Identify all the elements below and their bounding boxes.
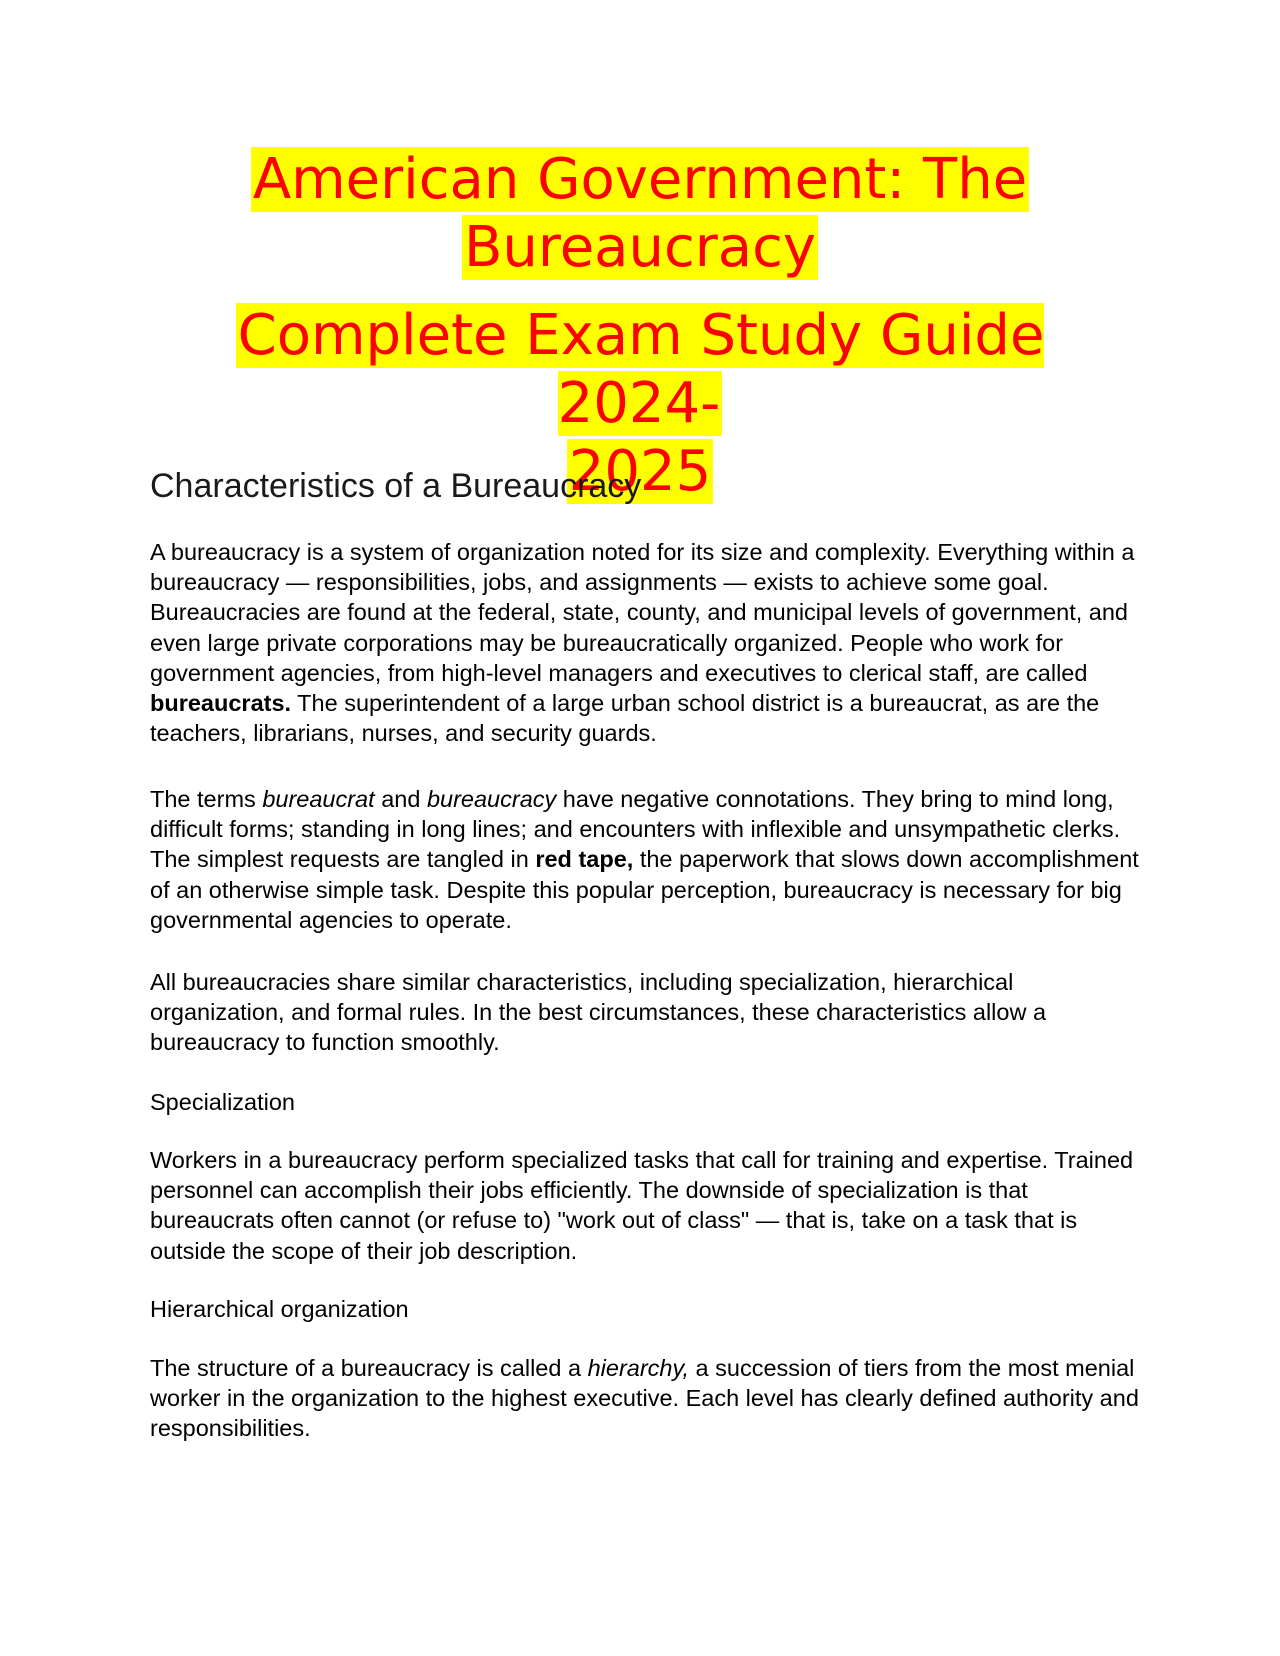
- section-heading: Characteristics of a Bureaucracy: [150, 467, 642, 505]
- paragraph-2-text-g: the paperwork that slows down accomplishment of an otherwise simple task. Despite this popular perception, bureaucracy is necessary for big governmental agencies to operate.: [150, 846, 1139, 933]
- subheading-specialization: Specialization: [150, 1089, 296, 1115]
- title-line-4: 2025: [568, 439, 712, 504]
- title-line-2: Bureaucracy: [463, 215, 817, 280]
- paragraph-2: [150, 784, 1140, 935]
- document-title: [150, 146, 1130, 282]
- paragraph-1-text-a: A bureaucracy is a system of organization noted for its size and complexity. Everything within a bureaucracy — responsibilities, jobs, and assignments — exists to achieve some goal. Bureaucracies are found at the federal, state, county, and municipal levels of government, and even large private corporations may be bureaucratically organized. People who work for government agencies, from high-level managers and executives to clerical staff, are called: [150, 539, 1135, 686]
- paragraph-2-text-a: The terms: [150, 786, 263, 812]
- paragraph-1: [150, 537, 1140, 748]
- paragraph-5-text-a: The structure of a bureaucracy is called a: [150, 1355, 588, 1381]
- paragraph-2-text-e: have negative connotations. They bring to mind long, difficult forms; standing in long lines; and encounters with inflexible and unsympathetic clerks. The simplest requests are tangled in: [150, 786, 1121, 873]
- term-red-tape: red tape,: [535, 846, 634, 873]
- term-bureaucrats: bureaucrats.: [150, 690, 292, 717]
- paragraph-3: All bureaucracies share similar characteristics, including specialization, hierarchical organization, and formal rules. In the best circumstances, these characteristics allow a bureaucracy to function smoothly.: [150, 969, 1047, 1056]
- paragraph-5: [150, 1353, 1140, 1444]
- paragraph-1-text-c: The superintendent of a large urban school district is a bureaucrat, as are the teachers, librarians, nurses, and security guards.: [150, 690, 1100, 747]
- paragraph-2-text-c: and: [374, 786, 427, 812]
- subheading-hierarchical-organization: Hierarchical organization: [150, 1296, 409, 1322]
- paragraph-5-text-c: a succession of tiers from the most menial worker in the organization to the highest executive. Each level has clearly defined authority and responsibilities.: [150, 1355, 1139, 1442]
- title-line-1: American Government: The: [252, 147, 1028, 212]
- title-line-3: Complete Exam Study Guide 2024-: [237, 303, 1045, 436]
- paragraph-4: Workers in a bureaucracy perform specialized tasks that call for training and expertise. Trained personnel can accomplish their jobs efficiently. The downside of specialization is that bureaucrats often cannot (or refuse to) "work out of class" — that is, take on a task that is outside the scope of their job description.: [150, 1147, 1134, 1264]
- term-hierarchy: hierarchy,: [587, 1355, 690, 1381]
- term-bureaucracy: bureaucracy: [426, 786, 557, 812]
- term-bureaucrat: bureaucrat: [262, 786, 375, 812]
